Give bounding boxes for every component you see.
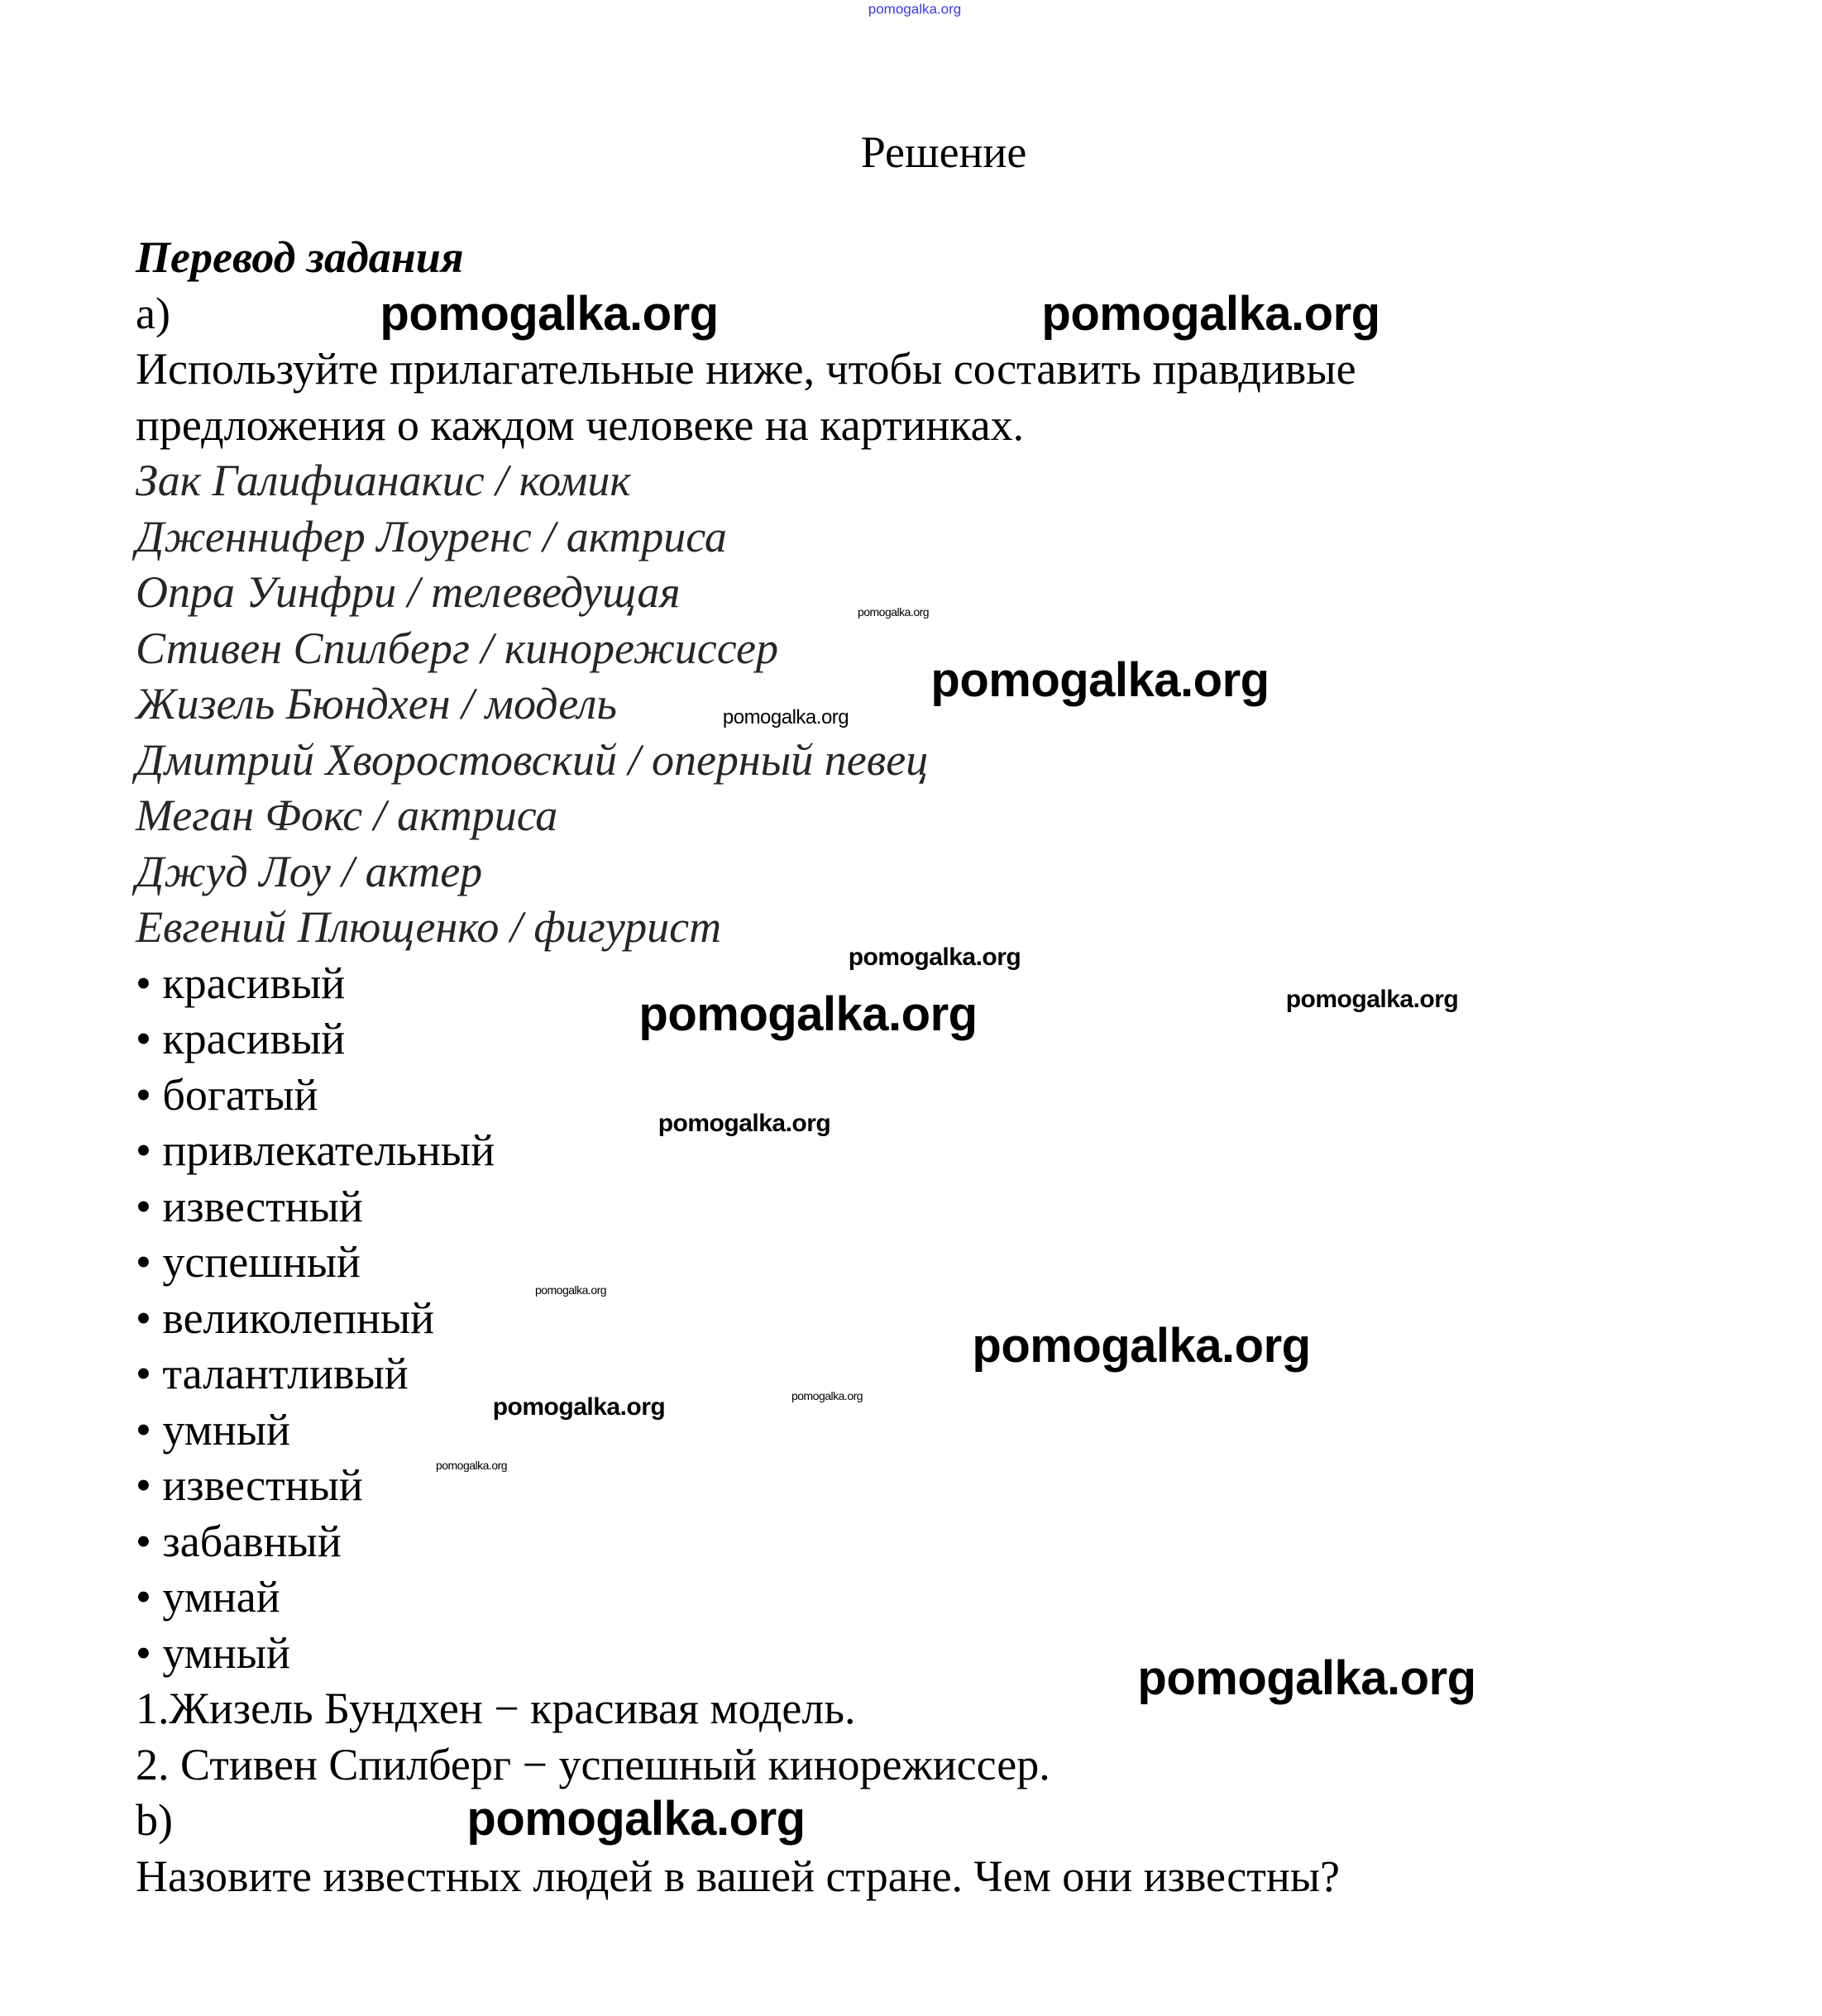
watermark: pomogalka.org: [791, 1389, 863, 1402]
watermark: pomogalka.org: [930, 653, 1270, 707]
adjective-item: • красивый: [136, 958, 346, 1008]
instruction-line: предложения о каждом человеке на картинках.: [136, 399, 1025, 450]
watermark: pomogalka.org: [658, 1110, 831, 1137]
watermark: pomogalka.org: [848, 944, 1021, 971]
person-item: Меган Фокс / актриса: [136, 791, 558, 840]
adjective-item: • умный: [136, 1404, 290, 1455]
watermark: pomogalka.org: [638, 987, 978, 1041]
watermark: pomogalka.org: [380, 287, 719, 341]
person-item: Стивен Спилберг / кинорежиссер: [136, 623, 778, 673]
watermark: pomogalka.org: [722, 706, 849, 729]
adjective-item: • великолепный: [136, 1292, 435, 1343]
watermark: pomogalka.org: [1285, 986, 1459, 1013]
section-heading: Перевод задания: [136, 232, 464, 282]
watermark: pomogalka.org: [435, 1459, 508, 1472]
part-b-label: b): [136, 1795, 173, 1845]
watermark: pomogalka.org: [972, 1319, 1311, 1373]
part-b-question: Назовите известных людей в вашей стране. Чем они известны?: [136, 1851, 1341, 1901]
part-a-label: a): [136, 288, 170, 338]
adjective-item: • забавный: [136, 1516, 342, 1566]
adjective-item: • красивый: [136, 1014, 346, 1063]
person-item: Дженнифер Лоуренс / актриса: [136, 511, 727, 561]
person-item: Евгений Плющенко / фигурист: [136, 902, 722, 952]
person-item: Джуд Лоу / актер: [136, 846, 483, 896]
page-title: Решение: [860, 127, 1027, 177]
watermark: pomogalka.org: [1137, 1651, 1476, 1705]
person-item: Зак Галифианакис / комик: [136, 456, 631, 505]
adjective-item: • известный: [136, 1181, 363, 1231]
adjective-item: • богатый: [136, 1069, 318, 1120]
answer-line: 2. Стивен Спилберг − успешный кинорежиссер.: [136, 1739, 1050, 1789]
answer-line: 1.Жизель Бундхен − красивая модель.: [136, 1684, 856, 1733]
adjective-item: • умный: [136, 1627, 290, 1678]
adjective-item: • успешный: [136, 1237, 361, 1287]
watermark: pomogalka.org: [1041, 287, 1380, 341]
adjective-item: • талантливый: [136, 1349, 409, 1398]
watermark: pomogalka.org: [857, 605, 930, 619]
watermark: pomogalka.org: [534, 1283, 607, 1297]
instruction-line: Используйте прилагательные ниже, чтобы составить правдивые: [136, 344, 1356, 394]
watermark: pomogalka.org: [466, 1792, 806, 1846]
watermark: pomogalka.org: [492, 1393, 666, 1421]
person-item: Жизель Бюндхен / модель: [136, 679, 618, 729]
header-watermark-link[interactable]: pomogalka.org: [868, 1, 962, 17]
person-item: Дмитрий Хворостовский / оперный певец: [136, 734, 929, 785]
adjective-item: • известный: [136, 1460, 363, 1510]
adjective-item: • умнай: [136, 1572, 280, 1622]
adjective-item: • привлекательный: [136, 1125, 495, 1175]
person-item: Опра Уинфри / телеведущая: [136, 567, 681, 617]
